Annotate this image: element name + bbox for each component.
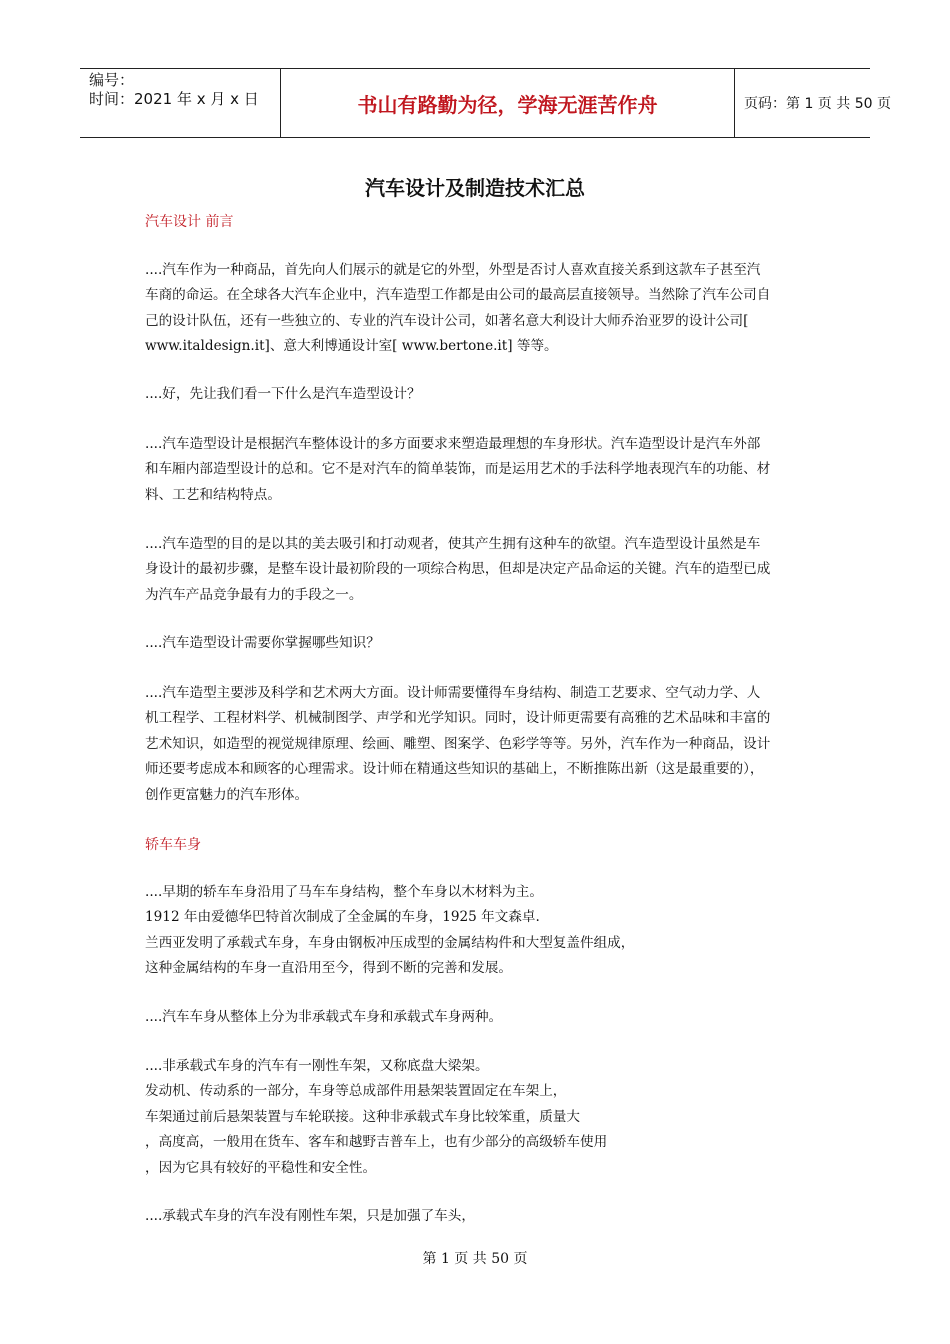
text-line: 和车厢内部造型设计的总和。它不是对汽车的简单装饰，而是运用艺术的手法科学地表现汽车的功能、材 — [145, 461, 771, 478]
text-line: 车架通过前后悬架装置与车轮联接。这种非承载式车身比较笨重，质量大 — [145, 1108, 580, 1125]
text-line: 发动机、传动系的一部分，车身等总成部件用悬架装置固定在车架上， — [145, 1083, 567, 1100]
motto-text: 书山有路勤为径，学海无涯苦作舟 — [357, 92, 658, 117]
page-header — [80, 68, 891, 138]
header-meta — [80, 69, 281, 137]
section-heading-preface: 汽车设计 前言 — [145, 214, 234, 230]
text-line: ....汽车车身从整体上分为非承载式车身和承载式车身两种。 — [145, 1009, 503, 1025]
paragraph-4 — [145, 532, 813, 608]
text-line: 创作更富魅力的汽车形体。 — [145, 786, 309, 803]
text-line: 1912 年由爱德华巴特首次制成了全金属的车身，1925 年文森卓. — [145, 909, 540, 926]
header-motto — [281, 69, 735, 137]
paragraph-3 — [145, 432, 813, 508]
text-line: ....非承载式车身的汽车有一刚性车架，又称底盘大梁架。 — [145, 1058, 489, 1074]
text-line: 身设计的最初步骤，是整车设计最初阶段的一项综合构思，但却是决定产品命运的关键。汽车的造型已成 — [145, 561, 771, 578]
section-heading-sedan-body: 轿车车身 — [145, 837, 201, 853]
number-label: 编号： — [89, 71, 135, 89]
page-footer: 第 1 页 共 50 页 — [422, 1251, 528, 1267]
paragraph-10 — [145, 1204, 813, 1229]
text-line: 机工程学、工程材料学、机械制图学、声学和光学知识。同时，设计师更需要有高雅的艺术品味和丰富的 — [145, 710, 771, 727]
text-line: 为汽车产品竞争最有力的手段之一。 — [145, 586, 363, 603]
text-line: 己的设计队伍，还有一些独立的、专业的汽车设计公司，如著名意大利设计大师乔治亚罗的设计公司[ — [145, 312, 749, 329]
text-line: ....汽车造型的目的是以其的美去吸引和打动观者，使其产生拥有这种车的欲望。汽车造型设计虽然是车 — [145, 536, 761, 552]
page-info-text: 页码：第 1 页 共 50 页 — [744, 96, 891, 112]
date-label: 时间：2021 年 x 月 x 日 — [89, 90, 259, 108]
text-line: ，高度高，一般用在货车、客车和越野吉普车上，也有少部分的高级轿车使用 — [145, 1134, 608, 1151]
text-line: ....汽车作为一种商品，首先向人们展示的就是它的外型，外型是否讨人喜欢直接关系到这款车子甚至汽 — [145, 262, 761, 278]
text-line: ....好，先让我们看一下什么是汽车造型设计？ — [145, 386, 421, 402]
text-line: ....汽车造型设计是根据汽车整体设计的多方面要求来塑造最理想的车身形状。汽车造型设计是汽车外部 — [145, 436, 761, 452]
text-line: www.italdesign.it]、意大利博通设计室[ www.bertone.it] 等等。 — [145, 338, 558, 355]
text-line: 这种金属结构的车身一直沿用至今，得到不断的完善和发展。 — [145, 960, 513, 977]
text-line: ，因为它具有较好的平稳性和安全性。 — [145, 1159, 377, 1176]
text-line: ....汽车造型设计需要你掌握哪些知识？ — [145, 635, 380, 651]
paragraph-2 — [145, 382, 813, 407]
paragraph-1 — [145, 258, 813, 360]
paragraph-7 — [145, 880, 813, 982]
header-page-info — [735, 69, 891, 137]
text-line: 车商的命运。在全球各大汽车企业中，汽车造型工作都是由公司的最高层直接领导。当然除了汽车公司自 — [145, 287, 771, 304]
text-line: 艺术知识，如造型的视觉规律原理、绘画、雕塑、图案学、色彩学等等。另外，汽车作为一种商品，设计 — [145, 735, 771, 752]
text-line: 兰西亚发明了承载式车身，车身由钢板冲压成型的金属结构件和大型复盖件组成， — [145, 934, 635, 951]
text-line: ....早期的轿车车身沿用了马车车身结构，整个车身以木材料为主。 — [145, 884, 543, 900]
paragraph-8 — [145, 1005, 813, 1030]
paragraph-5 — [145, 631, 813, 656]
paragraph-9 — [145, 1054, 813, 1181]
text-line: 料、工艺和结构特点。 — [145, 486, 281, 503]
text-line: 师还要考虑成本和顾客的心理需求。设计师在精通这些知识的基础上，不断推陈出新（这是最重要的）， — [145, 761, 764, 778]
paragraph-6 — [145, 681, 813, 808]
text-line: ....承载式车身的汽车没有刚性车架，只是加强了车头， — [145, 1208, 475, 1224]
text-line: ....汽车造型主要涉及科学和艺术两大方面。设计师需要懂得车身结构、制造工艺要求、空气动力学、人 — [145, 685, 761, 701]
document-title: 汽车设计及制造技术汇总 — [365, 176, 585, 200]
